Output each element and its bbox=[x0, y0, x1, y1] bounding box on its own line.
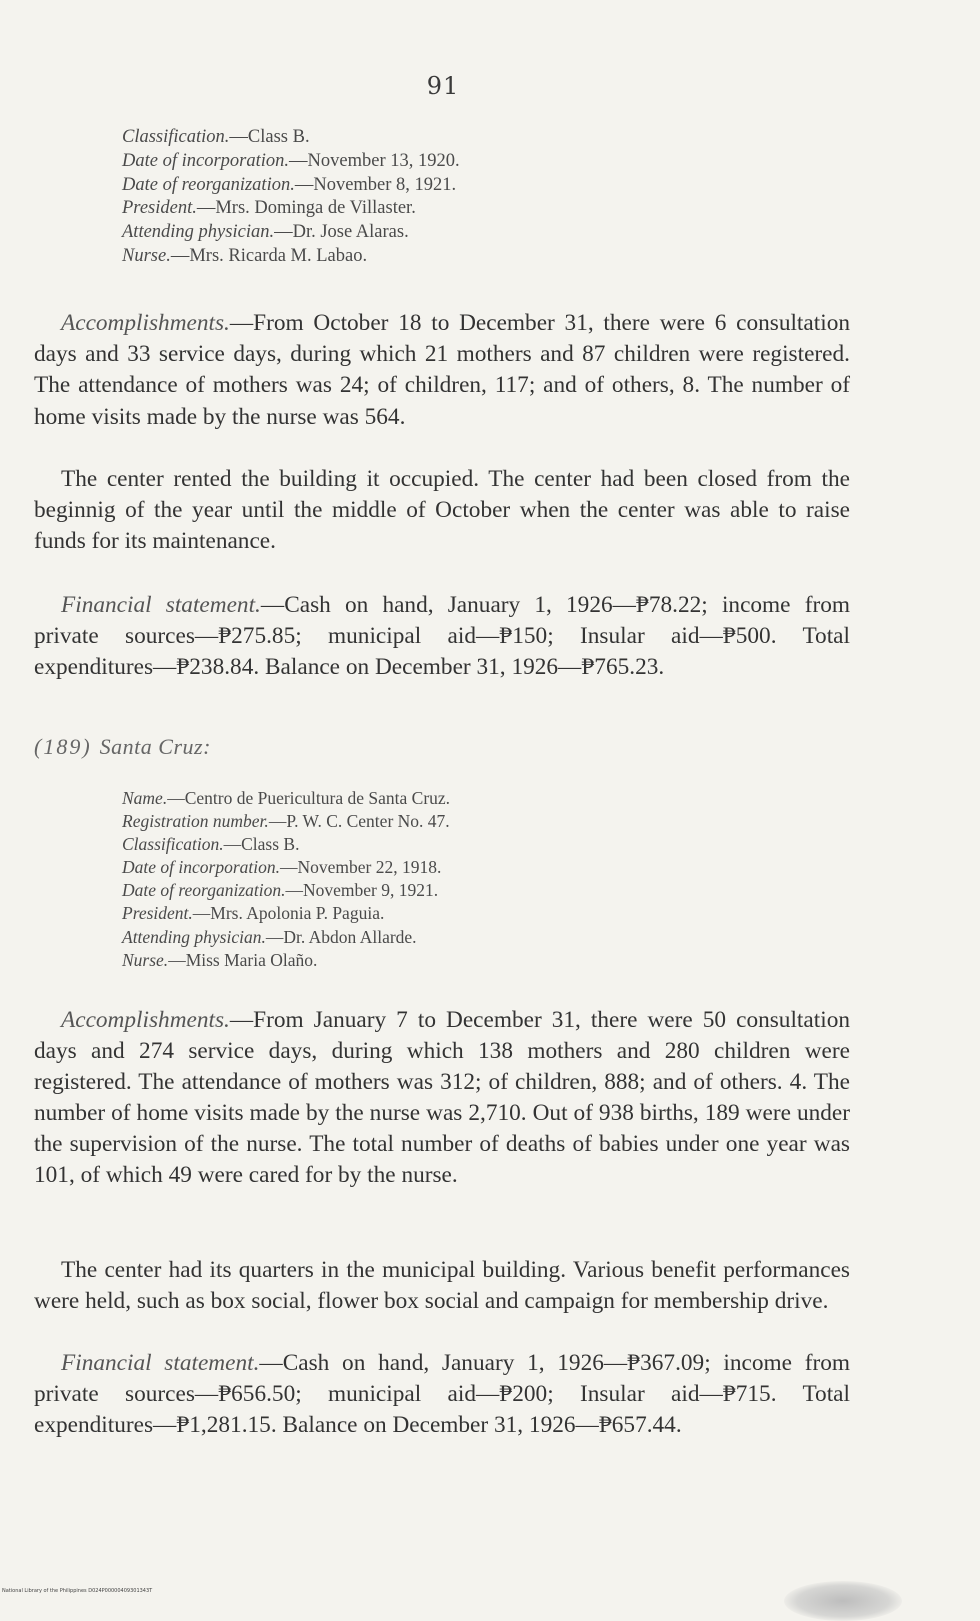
detail-row-classification bbox=[122, 126, 762, 150]
financial-statement-paragraph bbox=[34, 590, 850, 683]
detail-value: —Dr. Jose Alaras. bbox=[274, 222, 409, 243]
detail-label: President. bbox=[122, 903, 193, 924]
section-number: (189) bbox=[34, 734, 92, 759]
detail-label: Date of reorganization. bbox=[122, 174, 295, 195]
center-details-block bbox=[122, 126, 762, 269]
detail-row-nurse bbox=[122, 245, 762, 269]
detail-label: Attending physician. bbox=[122, 926, 266, 947]
detail-value: —Dr. Abdon Allarde. bbox=[265, 926, 417, 947]
detail-row-registration-number bbox=[122, 810, 762, 833]
detail-value: —Class B. bbox=[229, 127, 310, 147]
building-paragraph: The center rented the building it occupied. The center had been closed from the beginnig of the year until the middle of October when the center was able to raise funds for its maintenance. bbox=[34, 466, 850, 555]
detail-value: —Miss Maria Olaño. bbox=[168, 949, 318, 970]
detail-value: —November 22, 1918. bbox=[279, 857, 442, 878]
scan-credit-footer: National Library of the Philippines D024P00000409301343T bbox=[2, 1588, 153, 1594]
detail-row-president bbox=[122, 197, 762, 221]
section-heading bbox=[34, 734, 211, 760]
detail-label: Date of reorganization. bbox=[122, 880, 286, 901]
detail-label: Registration number. bbox=[122, 811, 269, 832]
accomplishments-paragraph bbox=[34, 308, 850, 433]
detail-value: —Mrs. Ricarda M. Labao. bbox=[170, 245, 368, 266]
paragraph-lead: Accomplishments. bbox=[61, 310, 230, 336]
detail-row-classification bbox=[122, 833, 762, 856]
center-details-block bbox=[122, 787, 762, 972]
detail-value: —November 9, 1921. bbox=[285, 880, 439, 901]
paragraph-body: —Cash on hand, January 1, 1926—₱78.22; income from private sources—₱275.85; municipal aid—₱150; Insular aid—₱500. Total expenditures—₱238.84. Balance on December 31, 1926—₱765.23. bbox=[34, 592, 850, 680]
detail-row-date-of-reorganization bbox=[122, 174, 762, 198]
detail-label: Nurse. bbox=[122, 949, 169, 970]
scan-shadow-mark bbox=[784, 1581, 902, 1621]
detail-row-president bbox=[122, 902, 762, 925]
detail-row-attending-physician bbox=[122, 926, 762, 949]
paragraph-body: —From January 7 to December 31, there were 50 consultation days and 274 service days, during which 138 mothers and 280 children were registered. The attendance of mothers was 312; of children, 888; and of others. 4. The number of home visits made by the nurse was 2,710. Out of 938 births, 189 were under the supervision of the nurse. The total number of deaths of babies under one year was 101, of which 49 were cared for by the nurse. bbox=[34, 1007, 850, 1188]
detail-label: Classification. bbox=[122, 834, 224, 855]
paragraph-body: —From October 18 to December 31, there were 6 consultation days and 33 service days, during which 21 mothers and 87 children were registered. The attendance of mothers was 24; of children, 117; and of others, 8. The number of home visits made by the nurse was 564. bbox=[34, 310, 850, 430]
detail-value: —November 8, 1921. bbox=[294, 174, 457, 195]
detail-label: Date of incorporation. bbox=[122, 857, 280, 878]
paragraph-lead: Accomplishments. bbox=[61, 1007, 230, 1033]
paragraph-lead: Financial statement. bbox=[61, 592, 261, 618]
detail-value: —Class B. bbox=[223, 834, 300, 855]
detail-value: —November 13, 1920. bbox=[289, 150, 460, 171]
detail-label: Attending physician. bbox=[122, 222, 275, 243]
quarters-paragraph: The center had its quarters in the municipal building. Various benefit performances were held, such as box social, flower box social and campaign for membership drive. bbox=[34, 1257, 850, 1314]
paragraph-lead: Financial statement. bbox=[61, 1350, 260, 1376]
paragraph-body: —Cash on hand, January 1, 1926—₱367.09; income from private sources—₱656.50; municipal aid—₱200; Insular aid—₱715. Total expenditures—₱1,281.15. Balance on December 31, 1926—₱657.44. bbox=[34, 1350, 850, 1438]
detail-row-date-of-reorganization bbox=[122, 879, 762, 902]
detail-value: —P. W. C. Center No. 47. bbox=[268, 811, 450, 832]
detail-row-nurse bbox=[122, 949, 762, 972]
detail-row-name bbox=[122, 787, 762, 810]
detail-label: Classification. bbox=[122, 127, 230, 147]
section-title: Santa Cruz: bbox=[99, 734, 211, 759]
detail-value: —Mrs. Apolonia P. Paguia. bbox=[192, 903, 385, 924]
detail-row-attending-physician bbox=[122, 221, 762, 245]
detail-row-date-of-incorporation bbox=[122, 856, 762, 879]
detail-value: —Mrs. Dominga de Villaster. bbox=[196, 198, 416, 219]
detail-row-date-of-incorporation bbox=[122, 150, 762, 174]
detail-label: Nurse. bbox=[122, 245, 171, 266]
detail-label: Name. bbox=[122, 788, 168, 808]
detail-value: —Centro de Puericultura de Santa Cruz. bbox=[167, 788, 451, 808]
financial-statement-paragraph bbox=[34, 1348, 850, 1441]
detail-label: President. bbox=[122, 198, 197, 219]
detail-label: Date of incorporation. bbox=[122, 150, 290, 171]
accomplishments-paragraph bbox=[34, 1005, 850, 1191]
page-number: 91 bbox=[426, 72, 460, 100]
